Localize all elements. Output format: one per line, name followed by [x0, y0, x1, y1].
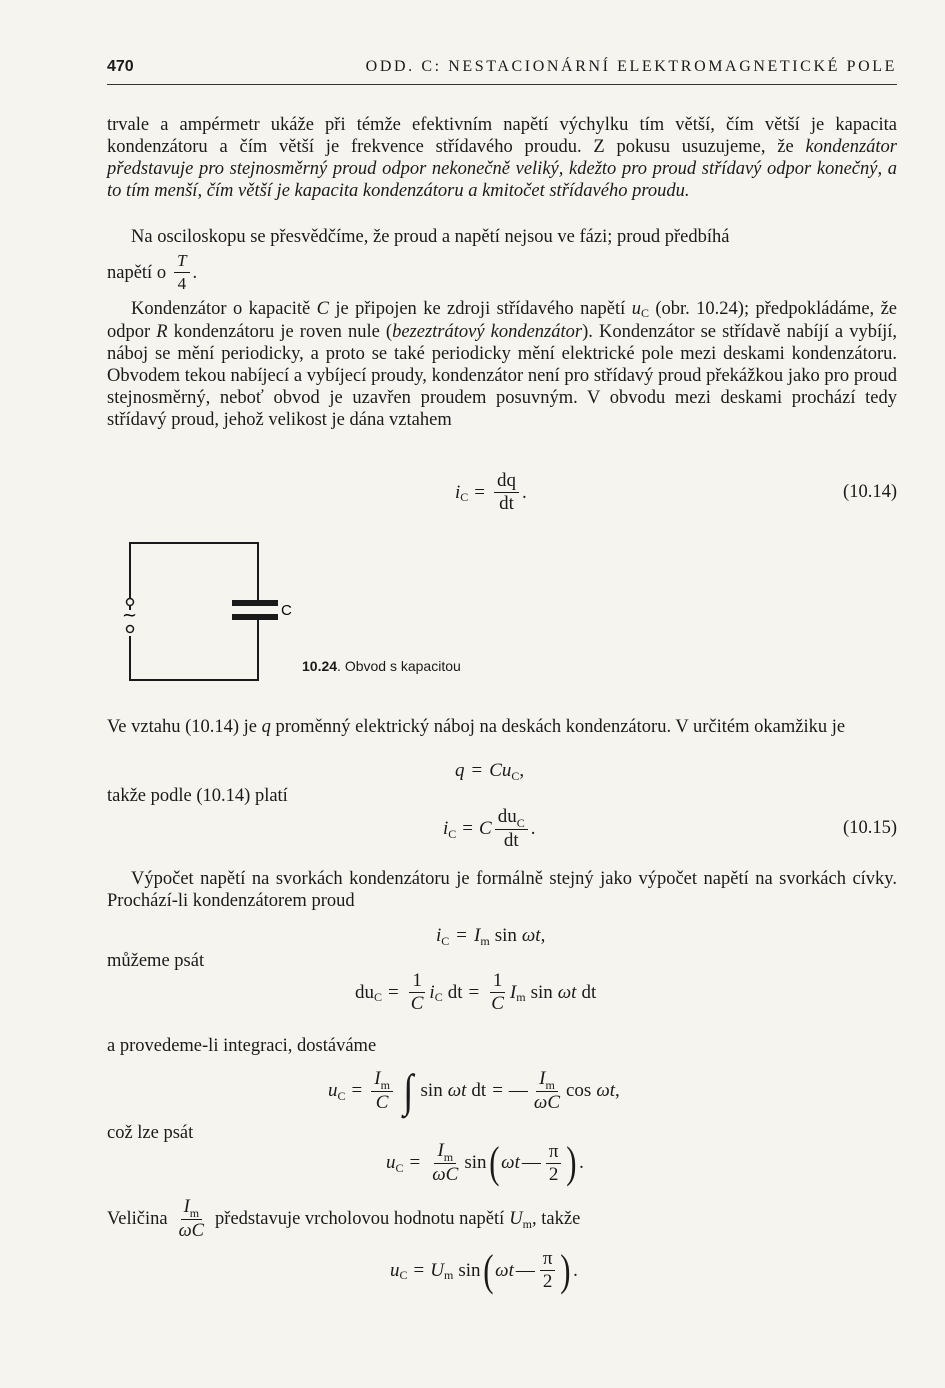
eqi-sub: C	[441, 933, 450, 948]
velicina-u-sub: m	[522, 1217, 533, 1231]
velicina-fraction	[176, 1196, 207, 1242]
p3-symbol-u-sub: C	[640, 306, 649, 320]
integrace-text: a provedeme-li integraci, dostáváme	[107, 1036, 377, 1056]
p3-symbol-c: C	[316, 299, 329, 319]
eqdu-equals-1: =	[388, 981, 399, 1003]
phase-fraction-num: T	[174, 250, 189, 273]
ac-source-symbol: ~	[122, 605, 138, 626]
header-rule	[107, 84, 897, 85]
eqint-end: ,	[615, 1080, 620, 1101]
eqint-sin: sin	[420, 1080, 443, 1101]
equation-integral	[328, 1065, 620, 1116]
eqfin-sub: C	[399, 1268, 408, 1282]
eqint-wt: ωt	[447, 1080, 467, 1101]
equation-final	[390, 1245, 578, 1295]
eqdu-frac-2-num: 1	[490, 970, 506, 993]
eq1015-fraction	[495, 806, 528, 852]
eqsin-minus: —	[521, 1152, 541, 1173]
eqsin-frac-i: I	[437, 1140, 444, 1161]
eqdu-i: i	[429, 981, 435, 1003]
equation-current	[436, 925, 545, 947]
eqint-frac-2-num	[536, 1068, 558, 1092]
eq1014-lhs: i	[455, 481, 461, 503]
terminal-bottom	[127, 626, 134, 633]
eq1015-end: .	[530, 818, 536, 839]
eqi-wt: ωt	[521, 925, 541, 946]
eqdu-frac-2	[488, 970, 507, 1015]
eqint-frac-1-num	[371, 1068, 393, 1092]
eqint-equals-2: =	[492, 1080, 503, 1101]
page-header	[107, 58, 897, 82]
eqsin-u: u	[386, 1152, 396, 1173]
velicina-suffix: , takže	[532, 1209, 581, 1229]
eq1014-sub: C	[460, 490, 469, 504]
paragraph-1-italic: kondenzátor představuje pro stejnosměrný proud odpor nekonečně veliký, kdežto pro proud střídavý odpor konečný, a to tím menší, čím větší je kapacita kondenzátoru a kmitočet střídavého proudu.	[107, 137, 897, 201]
eqint-wt-2: ωt	[596, 1080, 616, 1101]
p3-symbol-r: R	[156, 322, 168, 342]
eqfin-pi-frac	[540, 1248, 556, 1293]
eqq-sub: C	[511, 768, 520, 783]
eqsin-pi-frac	[546, 1141, 562, 1186]
eq1014-fraction	[494, 470, 519, 515]
eqint-frac-1-sub: m	[380, 1078, 390, 1092]
phase-suffix: .	[192, 262, 198, 283]
eqint-sub: C	[337, 1088, 346, 1103]
eqdu-frac-1-den: C	[410, 993, 424, 1014]
eqdu-dt-2: dt	[581, 981, 597, 1003]
phase-prefix: napětí o	[107, 262, 167, 283]
eqq-lhs: q	[455, 760, 465, 781]
eqint-frac-2-sub: m	[545, 1078, 555, 1092]
figure-caption-number: 10.24	[302, 658, 338, 674]
eqdu-frac-1-num: 1	[409, 970, 425, 993]
capacitor-plate-bottom	[232, 614, 278, 620]
circuit-wire-bottom	[130, 618, 258, 680]
eqi-sin: sin	[494, 925, 517, 946]
eq1015-den: dt	[503, 830, 519, 851]
eqint-equals-1: =	[351, 1080, 363, 1101]
muzeme-text: můžeme psát	[107, 951, 205, 971]
velicina-line	[107, 1196, 580, 1242]
eqint-frac-1-i: I	[374, 1068, 381, 1089]
eqdu-du: du	[355, 981, 374, 1003]
eqsin-frac-sub: m	[443, 1150, 454, 1164]
eq1015-sub: C	[448, 826, 457, 841]
eqint-frac-2	[531, 1068, 563, 1114]
eqfin-um: U	[430, 1259, 444, 1281]
paragraph-1-text: trvale a ampérmetr ukáže při témže efektivním napětí výchylku tím větší, čím větší je kapacita kondenzátoru a čím větší je frekvence střídavého proudu. Z pokusu usuzujeme, že	[107, 115, 897, 157]
velicina-frac-num	[181, 1196, 203, 1220]
paragraph-1	[107, 114, 897, 202]
equation-10-15	[443, 806, 535, 852]
eqi-lhs: i	[436, 925, 442, 946]
equation-10-14	[455, 470, 527, 515]
eqq-c: C	[489, 760, 502, 781]
eq1014-num: dq	[494, 470, 519, 493]
running-head: ODD. C: NESTACIONÁRNÍ ELEKTROMAGNETICKÉ POLE	[365, 58, 897, 75]
eqi-end: ,	[540, 925, 546, 946]
takze-text: takže podle (10.14) platí	[107, 786, 288, 806]
equation-q	[455, 760, 524, 782]
paragraph-4	[107, 716, 897, 738]
eq1014-equals: =	[474, 481, 486, 503]
eqsin-frac-den: ωC	[432, 1164, 459, 1185]
p3-text-5: ). Kondenzátor se střídavě nabíjí a vybíjí, náboj se mění periodicky, a proto se také periodicky mění elektrické pole mezi deskami kondenzátoru. Obvodem tekou nabíjecí a vybíjecí proudy, kondenzátor není pro střídavý proud překážkou jako pro proud stejnosměrný, neboť obvod je uzavřen proudem posuvným. V obvodu mezi deskami prochází tedy střídavý proud, jehož velikost je dána vztahem	[107, 322, 897, 430]
paragraph-3	[107, 298, 897, 431]
p3-italic: bezeztrátový kondenzátor	[392, 322, 583, 342]
equation-sine-form	[386, 1140, 584, 1186]
eqdu-im: I	[509, 981, 517, 1003]
velicina-frac-i: I	[183, 1197, 190, 1217]
eqsin-frac-num	[434, 1140, 456, 1164]
equation-number-10-14: (10.14)	[843, 482, 897, 502]
p3-text-3: (obr. 10.24); předpokládáme, že odpor	[107, 299, 897, 342]
integral-sign: ∫	[403, 1065, 414, 1116]
velicina-frac-sub: m	[189, 1206, 200, 1220]
paragraph-2-line2	[107, 250, 197, 295]
phase-fraction	[174, 250, 189, 295]
eqfin-paren-close: )	[560, 1245, 571, 1295]
eqfin-paren-open: (	[482, 1245, 493, 1295]
p3-symbol-u: u	[631, 299, 641, 319]
eqdu-sub: C	[374, 990, 383, 1004]
eqfin-wt: ωt	[495, 1259, 514, 1281]
eq1015-c: C	[479, 818, 492, 839]
eqdu-frac-1	[408, 970, 427, 1015]
velicina-prefix: Veličina	[107, 1209, 168, 1229]
eqfin-equals: =	[413, 1259, 425, 1281]
circuit-wire-top	[130, 543, 258, 610]
eqi-i: I	[474, 925, 481, 946]
eqint-minus: —	[508, 1080, 528, 1101]
phase-fraction-den: 4	[177, 274, 187, 293]
eqdu-equals-2: =	[468, 981, 480, 1003]
figure-caption-text: . Obvod s kapacitou	[337, 658, 461, 674]
p3-text-4: kondenzátoru je roven nule (	[167, 322, 393, 342]
eqdu-i-sub: C	[434, 990, 443, 1004]
eqq-equals: =	[471, 760, 483, 781]
paragraph-2-text: Na osciloskopu se přesvědčíme, že proud a napětí nejsou ve fázi; proud předbíhá	[131, 227, 730, 247]
eqint-dt: dt	[471, 1080, 487, 1101]
p3-text-1: Kondenzátor o kapacitě	[131, 299, 317, 319]
eqsin-paren-open: (	[488, 1138, 499, 1187]
eq1014-den: dt	[499, 493, 514, 514]
eqint-cos: cos	[566, 1080, 592, 1101]
eqsin-wt: ωt	[501, 1152, 520, 1173]
paragraph-5: Výpočet napětí na svorkách kondenzátoru je formálně stejný jako výpočet napětí na svorkách cívky. Prochází-li kondenzátorem proud	[107, 869, 897, 911]
capacitor-plate-top	[232, 600, 278, 606]
eqdu-sin: sin	[530, 981, 553, 1003]
paragraph-2	[107, 226, 897, 248]
eqint-frac-1	[371, 1068, 393, 1114]
eqsin-two: 2	[548, 1163, 559, 1185]
eqfin-sin: sin	[458, 1259, 481, 1281]
eqint-u: u	[328, 1080, 338, 1101]
coz-text: což lze psát	[107, 1123, 194, 1143]
eqdu-frac-2-den: C	[491, 993, 504, 1014]
eqsin-pi: π	[546, 1141, 562, 1164]
eqdu-im-sub: m	[516, 990, 526, 1004]
eqfin-um-sub: m	[443, 1268, 454, 1282]
eqsin-sub: C	[395, 1160, 404, 1175]
eq1015-num-text: du	[497, 806, 517, 827]
eqq-u: u	[501, 760, 512, 781]
p4-symbol-q: q	[261, 717, 271, 737]
eqfin-two: 2	[542, 1271, 553, 1292]
eq1015-num-sub: C	[516, 816, 525, 830]
eqfin-u: u	[390, 1259, 400, 1281]
eqsin-end: .	[579, 1152, 584, 1173]
figure-caption	[302, 658, 461, 674]
velicina-u: U	[509, 1209, 523, 1229]
eqfin-minus: —	[515, 1259, 535, 1281]
eqq-end: ,	[519, 760, 525, 781]
eqdu-dt-1: dt	[447, 981, 463, 1003]
velicina-frac-den: ωC	[178, 1221, 205, 1241]
capacitor-label: C	[281, 602, 292, 619]
eqsin-paren-close: )	[566, 1138, 577, 1187]
eqi-equals: =	[456, 925, 468, 946]
eqsin-frac	[429, 1140, 461, 1186]
eqfin-end: .	[573, 1259, 578, 1281]
page-number: 470	[107, 58, 134, 75]
p4-text-1: Ve vztahu (10.14) je	[107, 717, 262, 737]
eq1014-end: .	[522, 481, 527, 503]
eqint-frac-1-den: C	[375, 1092, 389, 1113]
eq1015-num	[495, 806, 528, 830]
eqdu-wt: ωt	[557, 981, 577, 1003]
velicina-mid: představuje vrcholovou hodnotu napětí	[215, 1209, 505, 1229]
eq1015-lhs: i	[443, 818, 449, 839]
capacitor-circuit-diagram	[118, 538, 298, 688]
eqsin-equals: =	[409, 1152, 421, 1173]
eqfin-pi: π	[540, 1248, 556, 1271]
p3-text-2: je připojen ke zdroji střídavého napětí	[328, 299, 632, 319]
equation-number-10-15: (10.15)	[843, 818, 897, 838]
eq1015-equals: =	[462, 818, 474, 839]
p4-text-2: proměnný elektrický náboj na deskách kondenzátoru. V určitém okamžiku je	[270, 717, 846, 737]
equation-du	[355, 970, 596, 1015]
eqint-frac-2-i: I	[539, 1068, 546, 1089]
eqint-frac-2-den: ωC	[533, 1092, 560, 1113]
eqi-i-sub: m	[480, 933, 490, 948]
eqsin-sin: sin	[464, 1152, 487, 1173]
